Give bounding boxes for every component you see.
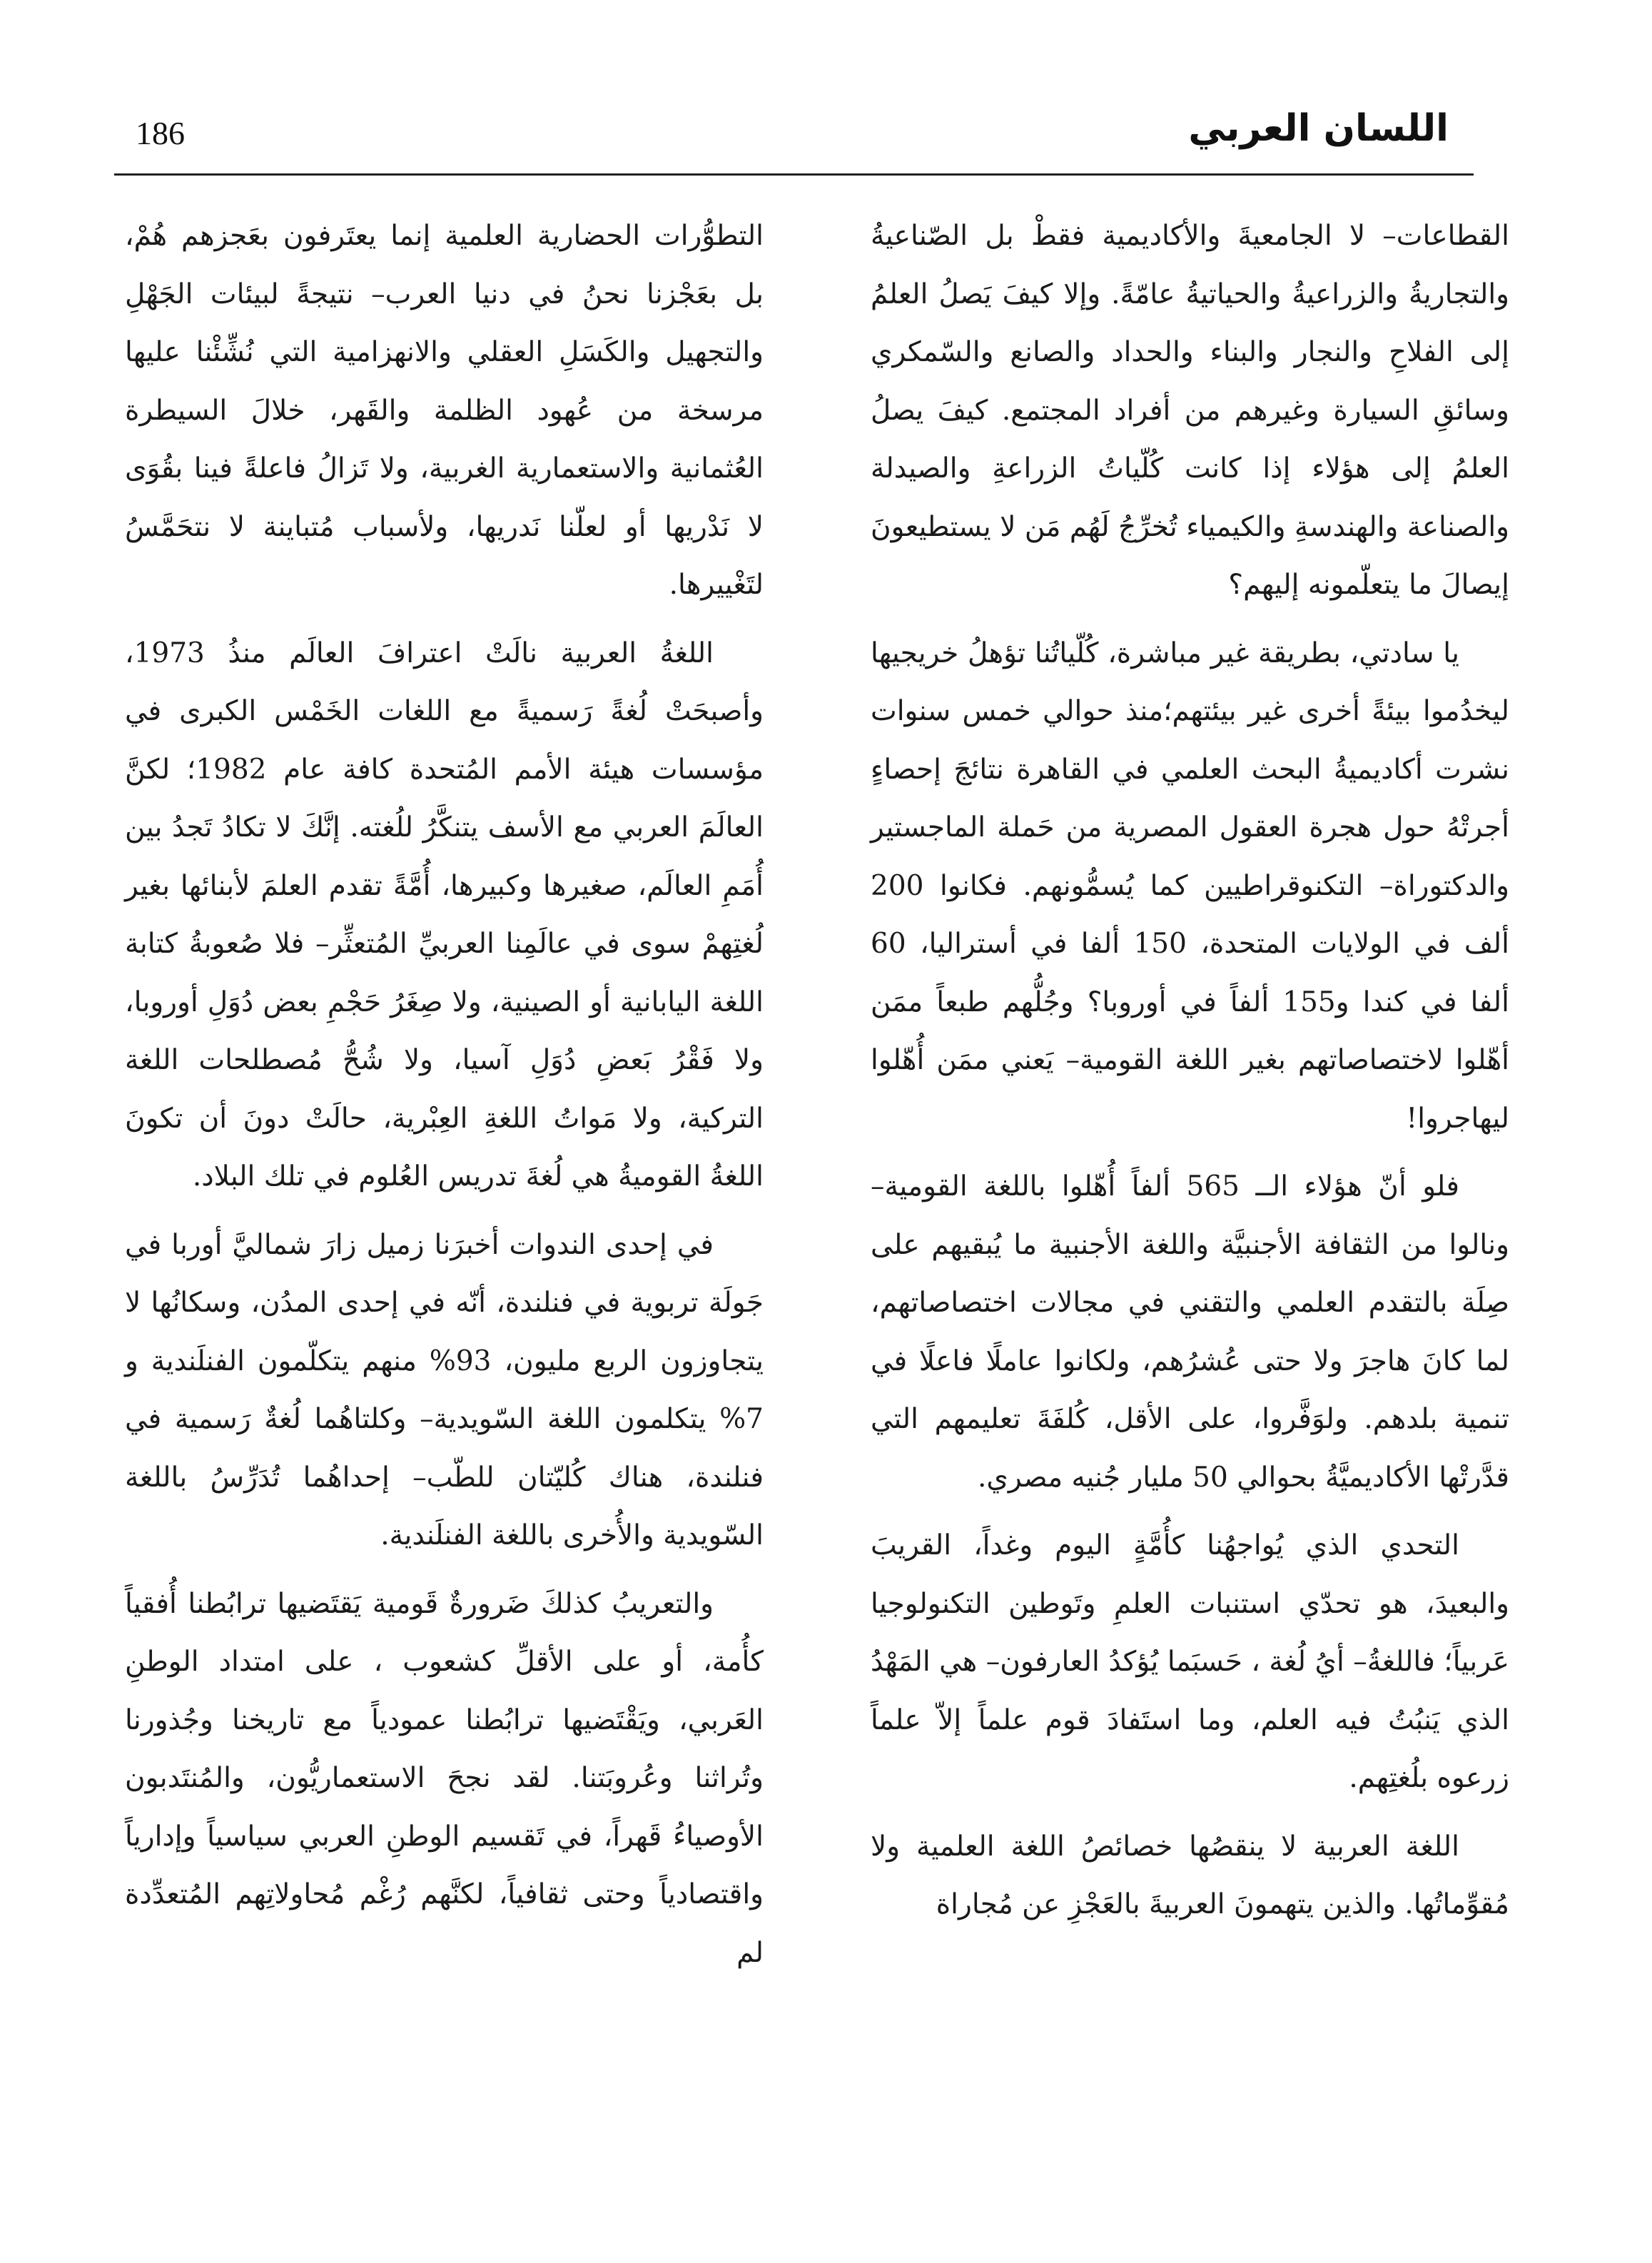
paragraph: والتعريبُ كذلكَ ضَرورةٌ قَومية يَقتَضيها ترابُطنا أُفقياً كأُمة، أو على الأقلِّ كشعوب ، على امتداد الوطنِ العَربي، ويَقْتَضيها ترابُطنا عمودياً مع تاريخنا وجُذورنا وتُراثنا وعُروبَتنا. لقد نجحَ الاستعماريُّون، والمُنتَدبون الأوصياءُ قَهراً، في تَقسيم الوطنِ العربي سياسياً وإدارياً واقتصادياً وحتى ثقافياً، لكنَّهم رُغْم مُحاولاتِهم المُتعدِّدة لم bbox=[125, 1587, 764, 1969]
page-number: 186 bbox=[136, 115, 185, 151]
paragraph: فلو أنّ هؤلاء الــ 565 ألفاً أُهّلوا باللغة القومية– ونالوا من الثقافة الأجنبيَّة واللغة الأجنبية ما يُبقيهم على صِلَة بالتقدم العلمي والتقني في مجالات اختصاصاتهم، لما كانَ هاجرَ ولا حتى عُشرُهم، ولكانوا عاملًا فاعلًا في تنمية بلدهم. ولوَفَّروا، على الأقل، كُلفَةَ تعليمهم التي قدَّرتْها الأكاديميَّةُ بحوالي 50 مليار جُنيه مصري. bbox=[871, 1170, 1509, 1494]
paragraph: التحدي الذي يُواجهُنا كأُمَّةٍ اليوم وغداً، القريبَ والبعيدَ، هو تحدّي استنبات العلمِ وتَوطين التكنولوجيا عَربياً؛ فاللغةُ– أيُ لُغة ، حَسبَما يُؤكدُ العارفون– هي المَهْدُ الذي يَنبُتُ فيه العلم، وما استَفادَ قوم علماً إلاّ علماً زرعوه بلُغتِهم. bbox=[871, 1529, 1509, 1794]
paragraph: التطوُّرات الحضارية العلمية إنما يعتَرفون بعَجزهم هُمْ، بل بعَجْزنا نحنُ في دنيا العرب– نتيجةً لبيئات الجَهْلِ والتجهيل والكَسَلِ العقلي والانهزامية التي نُشِّئْنا عليها مرسخة من عُهود الظلمة والقَهر، خلالَ السيطرة العُثمانية والاستعمارية الغربية، ولا تَزالُ فاعلةً فينا بقُوَى لا نَدْريها أو لعلّنا نَدريها، ولأسباب مُتباينة لا نتحَمَّسُ لتَغْييرها. bbox=[125, 220, 764, 601]
paragraph: يا سادتي، بطريقة غير مباشرة، كُلّياتُنا تؤهلُ خريجيها ليخدُموا بيئةً أخرى غير بيئتهم؛منذ حوالي خمس سنوات نشرت أكاديميةُ البحث العلمي في القاهرة نتائجَ إحصاءٍ أجرتْهُ حول هجرة العقول المصرية من حَملة الماجستير والدكتوراة– التكنوقراطيين كما يُسمُّونهم. فكانوا 200 ألف في الولايات المتحدة، 150 ألفا في أستراليا، 60 ألفا في كندا و155 ألفاً في أوروبا؟ وجُلُّهم طبعاً ممَن أهّلوا لاختصاصاتهم بغير اللغة القومية– يَعني ممَن أُهّلوا ليهاجروا! bbox=[871, 637, 1510, 1135]
left-column bbox=[125, 207, 764, 2191]
right-column bbox=[871, 207, 1509, 2191]
paragraph: اللغةُ العربية نالَتْ اعترافَ العالَم منذُ 1973، وأصبحَتْ لُغةً رَسميةً مع اللغات الخَمْس الكبرى في مؤسسات هيئة الأمم المُتحدة كافة عام 1982؛ لكنَّ العالَمَ العربي مع الأسف يتنكَّرُ للُغته. إنَّكَ لا تكادُ تَجدُ بين أُمَمِ العالَم، صغيرها وكبيرها، أُمَّةً تقدم العلمَ لأبنائها بغير لُغتِهمْ سوى في عالَمِنا العربيِّ المُتعثِّر– فلا صُعوبةُ كتابة اللغة اليابانية أو الصينية، ولا صِغَرُ حَجْمِ بعض دُوَلِ أوروبا، ولا فَقْرُ بَعضِ دُوَلِ آسيا، ولا شُحُّ مُصطلحات اللغة التركية، ولا مَواتُ اللغةِ العِبْرية، حالَتْ دونَ أن تكونَ اللغةُ القوميةُ هي لُغةَ تدريس العُلوم في تلك البلاد. bbox=[125, 637, 764, 1193]
paragraph: في إحدى الندوات أخبرَنا زميل زارَ شماليَّ أوربا في جَولَة تربوية في فنلندة، أنّه في إحدى المدُن، وسكانُها لا يتجاوزون الربع مليون، 93% منهم يتكلّمون الفنلَندية و 7% يتكلمون اللغة السّويدية– وكلتاهُما لُغةٌ رَسمية في فنلندة، هناك كُليّتان للطّب– إحداهُما تُدَرِّسُ باللغة السّويدية والأُخرى باللغة الفنلَندية. bbox=[125, 1228, 764, 1551]
header-rule bbox=[114, 173, 1474, 176]
paragraph: القطاعات– لا الجامعيةَ والأكاديمية فقطْ بل الصّناعيةُ والتجاريةُ والزراعيةُ والحياتيةُ عامّةً. وإلا كيفَ يَصلُ العلمُ إلى الفلاحِ والنجار والبناء والحداد والصانع والسّمكري وسائقِ السيارة وغيرهم من أفراد المجتمع. كيفَ يصلُ العلمُ إلى هؤلاء إذا كانت كُلّياتُ الزراعةِ والصيدلة والصناعة والهندسةِ والكيمياء تُخرِّجُ لَهُم مَن لا يستطيعونَ إيصالَ ما يتعلّمونه إليهم؟ bbox=[871, 220, 1509, 601]
paragraph: اللغة العربية لا ينقصُها خصائصُ اللغة العلمية ولا مُقوِّماتُها. والذين يتهمونَ العربيةَ بالعَجْزِ عن مُجاراة bbox=[871, 1830, 1509, 1920]
magazine-masthead: اللسان العربي bbox=[1188, 107, 1449, 150]
